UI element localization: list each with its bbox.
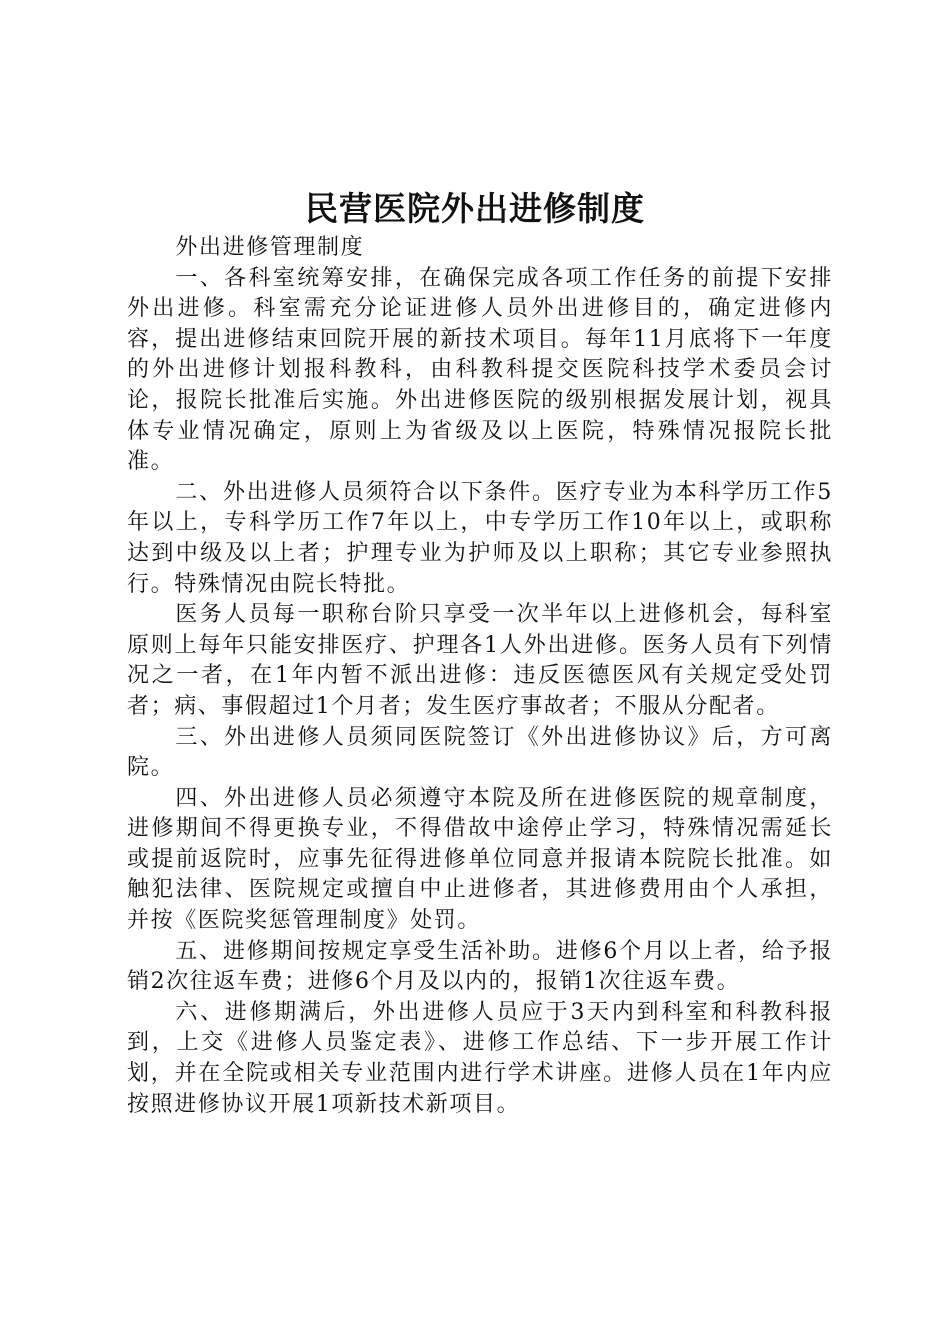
subtitle-paragraph: 外出进修管理制度 bbox=[175, 235, 365, 260]
paragraph-section-2-supplement: 医务人员每一职称台阶只享受一次半年以上进修机会，每科室原则上每年只能安排医疗、护理各1人外出进修。医务人员有下列情况之一者，在1年内暂不派出进修：违反医德医风有关规定受处罚者；病、事假超过1个月者；发生医疗事故者；不服从分配者。 bbox=[127, 602, 833, 719]
paragraph-section-5: 五、进修期间按规定享受生活补助。进修6个月以上者，给予报销2次往返车费；进修6个月及以内的，报销1次往返车费。 bbox=[127, 938, 833, 995]
paragraph-section-4: 四、外出进修人员必须遵守本院及所在进修医院的规章制度，进修期间不得更换专业，不得借故中途停止学习，特殊情况需延长或提前返院时，应事先征得进修单位同意并报请本院院长批准。如触犯法律、医院规定或擅自中止进修者，其进修费用由个人承担，并按《医院奖惩管理制度》处罚。 bbox=[127, 785, 833, 934]
paragraph-section-2: 二、外出进修人员须符合以下条件。医疗专业为本科学历工作5年以上，专科学历工作7年以上，中专学历工作10年以上，或职称达到中级及以上者；护理专业为护师及以上职称；其它专业参照执行。特殊情况由院长特批。 bbox=[127, 479, 833, 597]
paragraph-section-1: 一、各科室统筹安排，在确保完成各项工作任务的前提下安排外出进修。科室需充分论证进修人员外出进修目的，确定进修内容，提出进修结束回院开展的新技术项目。每年11月底将下一年度的外出进修计划报科教科，由科教科提交医院科技学术委员会讨论，报院长批准后实施。外出进修医院的级别根据发展计划，视具体专业情况确定，原则上为省级及以上医院，特殊情况报院长批准。 bbox=[127, 265, 833, 475]
document-title: 民营医院外出进修制度 bbox=[305, 189, 645, 228]
paragraph-section-3: 三、外出进修人员须同医院签订《外出进修协议》后，方可离院。 bbox=[127, 724, 833, 781]
document-body bbox=[127, 233, 833, 1120]
paragraph-section-6: 六、进修期满后，外出进修人员应于3天内到科室和科教科报到，上交《进修人员鉴定表》、进修工作总结、下一步开展工作计划，并在全院或相关专业范围内进行学术讲座。进修人员在1年内应按照进修协议开展1项新技术新项目。 bbox=[127, 999, 833, 1117]
